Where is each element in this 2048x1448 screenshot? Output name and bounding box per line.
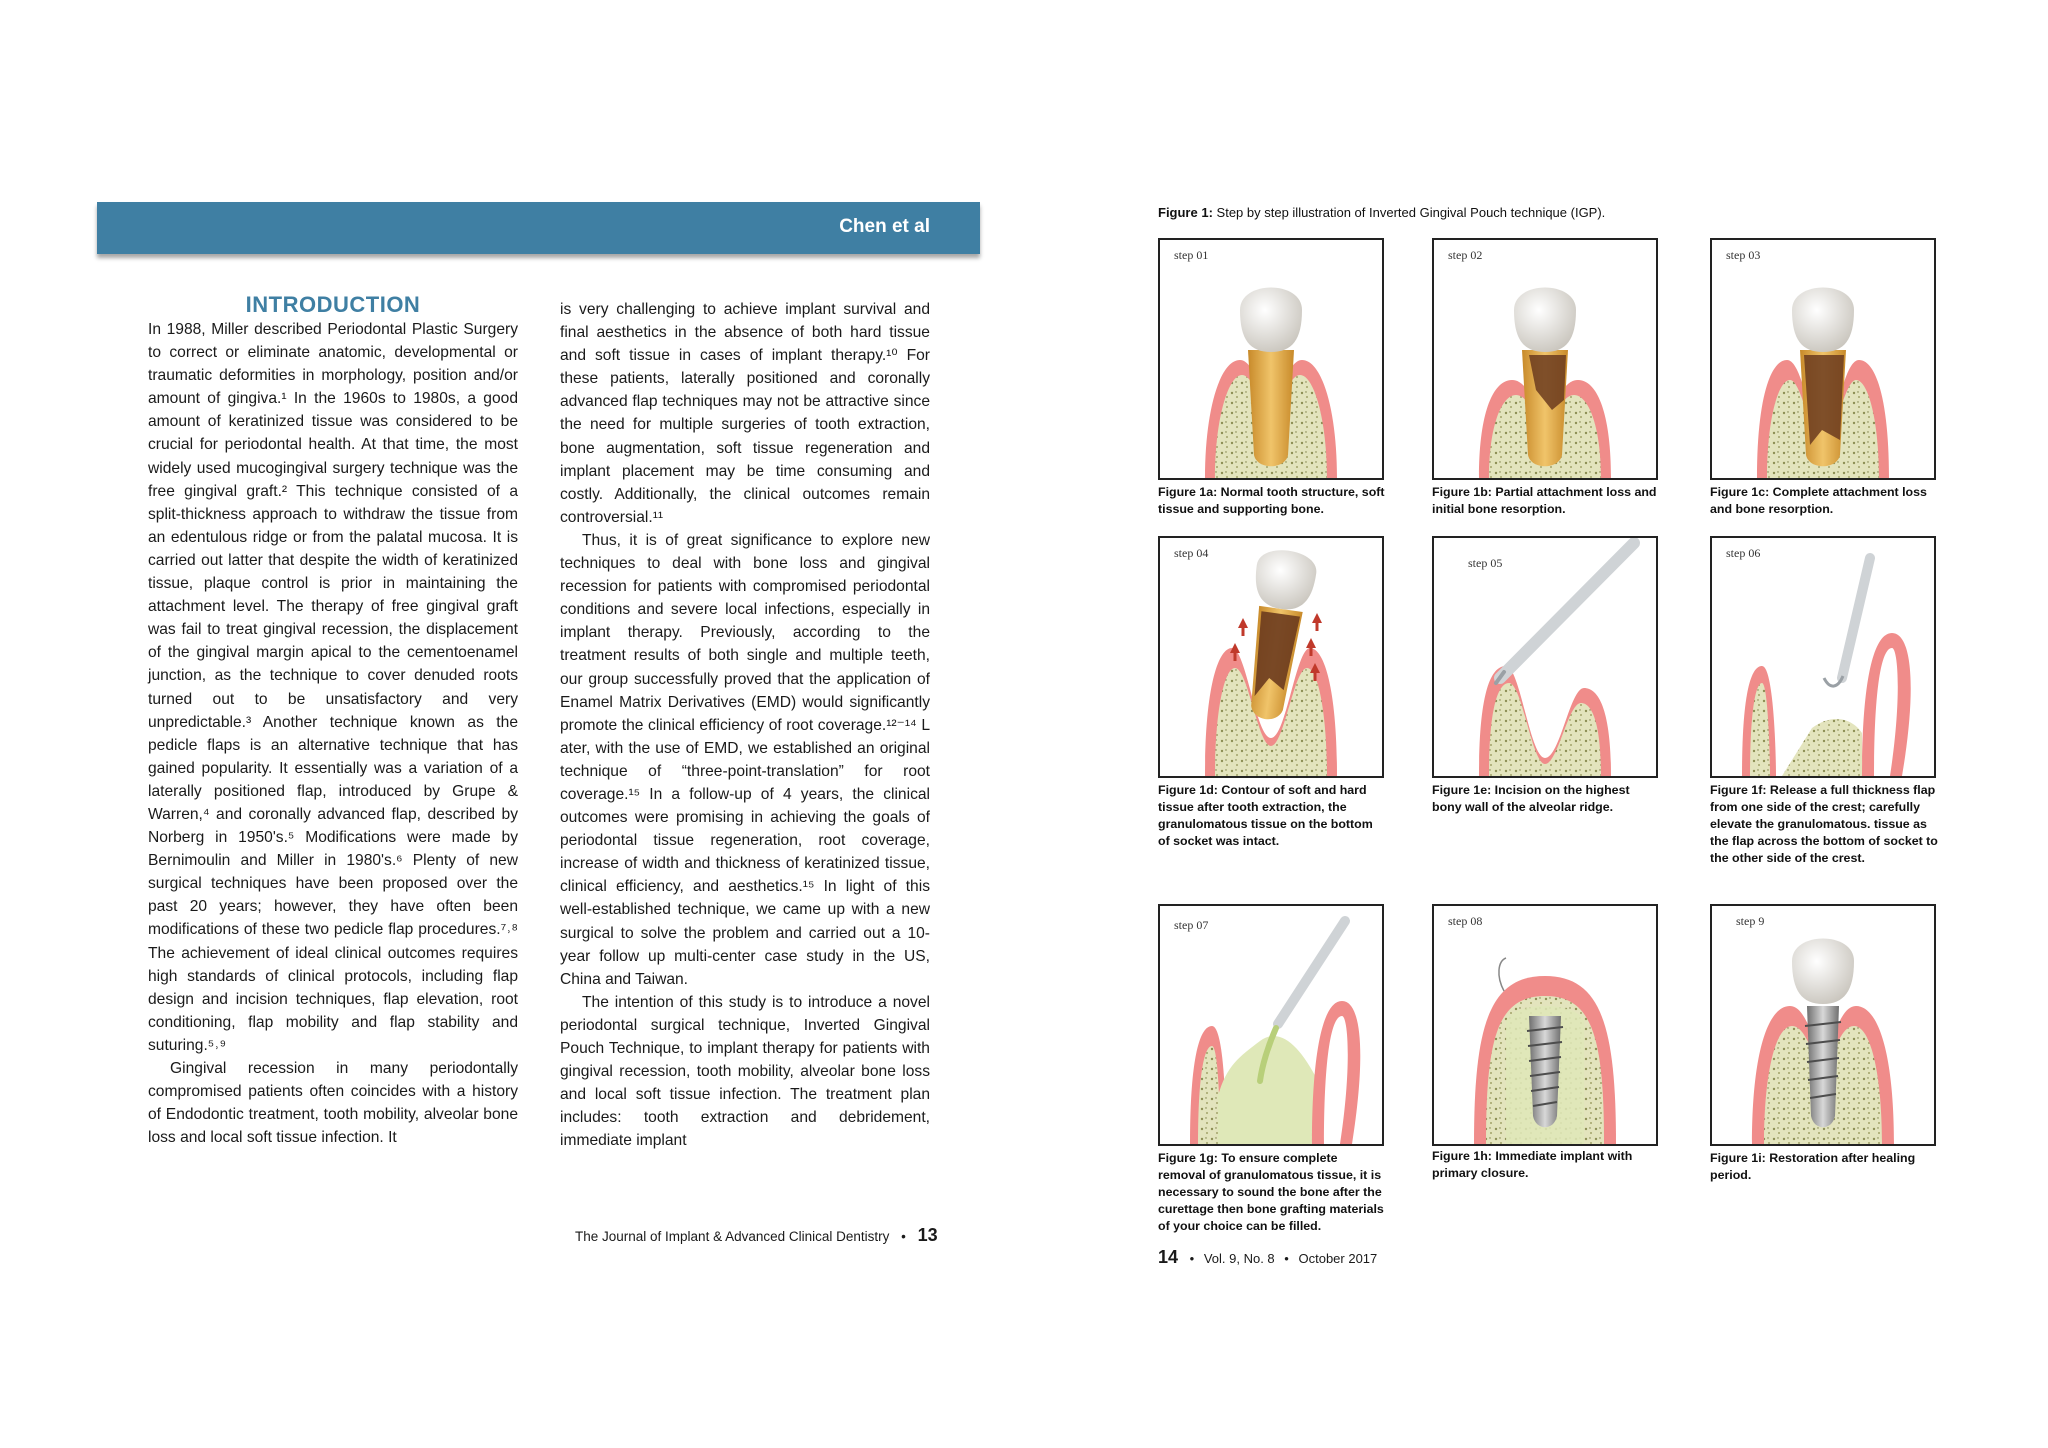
figure-panel-step-07 <box>1158 904 1384 1146</box>
running-header-bar <box>97 202 980 254</box>
step-label: step 9 <box>1736 914 1765 928</box>
tooth-illustration <box>1712 240 1934 478</box>
figure-panel-step-03 <box>1710 238 1936 480</box>
footer-date: October 2017 <box>1298 1251 1378 1266</box>
figure-title-text: Step by step illustration of Inverted Gingival Pouch technique (IGP). <box>1216 205 1606 220</box>
step-label: step 02 <box>1448 248 1483 262</box>
caption-text: Incision on the highest bony wall of the alveolar ridge. <box>1432 783 1630 814</box>
paragraph: Gingival recession in many periodontally compromised patients often coincides with a history of Endodontic treatment, tooth mobility, alveolar bone loss and local soft tissue infection. It <box>148 1060 518 1147</box>
page-footer-right <box>1158 1247 1377 1268</box>
figure-caption <box>1432 484 1660 518</box>
footer-bullet: • <box>1284 1251 1289 1266</box>
running-header-author: Chen et al <box>839 216 930 237</box>
caption-text: To ensure complete removal of granulomatous tissue, it is necessary to sound the bone after the curettage then bone grafting materials of your choice can be filled. <box>1158 1151 1384 1233</box>
figure-panel-step-06 <box>1710 536 1936 778</box>
caption-label: Figure 1h: <box>1432 1149 1492 1163</box>
figure-title-label: Figure 1: <box>1158 205 1213 220</box>
step-label: step 04 <box>1174 546 1209 560</box>
figure-caption <box>1158 782 1386 850</box>
step-label: step 03 <box>1726 248 1761 262</box>
figure-caption <box>1432 782 1660 816</box>
figure-caption <box>1158 484 1386 518</box>
page-footer-left <box>575 1225 938 1246</box>
paragraph: In 1988, Miller described Periodontal Plastic Surgery to correct or eliminate anatomic, developmental or traumatic deformities in morphology, position and/or amount of gingiva.¹ In the 1960s to 1980s, a good amount of keratinized tissue was considered to be crucial for periodontal health. At that time, the most widely used mucogingival surgery technique was the free gingival graft.² This technique consisted of a split-thickness approach to withdraw the tissue from an edentulous ridge or from the palatal mucosa. It is carried out latter that despite the width of keratinized tissue, plaque control is prior in maintaining the attachment level. The therapy of free gingival graft was fail to treat gingival recession, the displacement of the gingival margin apical to the cementoenamel junction, as the technique to cover denuded roots turned out to be unsatisfactory and very unpredictable.³ Another technique known as the pedicle flaps is an alternative technique that has gained popularity. It essentially was a variation of a laterally positioned flap, introduced by Grupe & Warren,⁴ and coronally advanced flap, described by Norberg in 1950's.⁵ Modifications were made by Bernimoulin and Miller in 1980's.⁶ Plenty of new surgical techniques have been proposed over the past 20 years; however, they have often been modifications of these two pedicle flap procedures.⁷˒⁸ The achievement of ideal clinical outcomes requires high standards of clinical protocols, including flap design and incision techniques, flap elevation, root conditioning, flap mobility and flap stability and suturing.⁵˒⁹ <box>148 321 518 1054</box>
footer-journal-name: The Journal of Implant & Advanced Clinical Dentistry <box>575 1229 890 1244</box>
caption-label: Figure 1i: <box>1710 1151 1766 1165</box>
caption-label: Figure 1f: <box>1710 783 1767 797</box>
step-label: step 05 <box>1468 556 1503 570</box>
tooth-extraction-illustration <box>1160 538 1382 776</box>
figure-caption <box>1710 484 1938 518</box>
footer-bullet: • <box>901 1229 906 1244</box>
step-label: step 08 <box>1448 914 1483 928</box>
footer-bullet: • <box>1189 1251 1195 1266</box>
paragraph: is very challenging to achieve implant survival and final aesthetics in the absence of both hard tissue and soft tissue in cases of implant therapy.¹⁰ For these patients, laterally positioned and coronally advanced flap techniques may not be attractive since the need for multiple surgeries of tooth extraction, bone augmentation, soft tissue regeneration and implant placement may be time consuming and costly. Additionally, the clinical outcomes remain controversial.¹¹ <box>560 301 930 526</box>
figure-caption <box>1432 1148 1660 1182</box>
incision-illustration <box>1434 538 1656 776</box>
caption-label: Figure 1d: <box>1158 783 1218 797</box>
caption-text: Release a full thickness flap from one side of the crest; carefully elevate the granulomatous. tissue as the flap across the bottom of socket to the other side of the crest. <box>1710 783 1938 865</box>
figure-caption <box>1710 1150 1938 1184</box>
page-number: 13 <box>917 1225 938 1245</box>
text-column-2 <box>560 298 930 1152</box>
text-column-1 <box>148 318 518 1149</box>
tooth-illustration <box>1160 240 1382 478</box>
figure-panel-step-05 <box>1432 536 1658 778</box>
caption-label: Figure 1c: <box>1710 485 1770 499</box>
restoration-illustration <box>1712 906 1934 1144</box>
bone-graft-illustration <box>1160 906 1382 1144</box>
caption-text: Normal tooth structure, soft tissue and supporting bone. <box>1158 485 1385 516</box>
figure-title <box>1158 205 1605 220</box>
figure-panel-step-04 <box>1158 536 1384 778</box>
caption-text: Contour of soft and hard tissue after tooth extraction, the granulomatous tissue on the bottom of socket was intact. <box>1158 783 1373 848</box>
caption-label: Figure 1g: <box>1158 1151 1218 1165</box>
step-label: step 07 <box>1174 918 1209 932</box>
caption-label: Figure 1a: <box>1158 485 1218 499</box>
section-heading: INTRODUCTION <box>245 292 421 317</box>
paragraph: The intention of this study is to introduce a novel periodontal surgical technique, Inverted Gingival Pouch Technique, to implant therapy for patients with gingival recession, tooth mobility, alveolar bone loss and local soft tissue infection. The treatment plan includes: tooth extraction and debridement, immediate implant <box>560 993 930 1150</box>
implant-closure-illustration <box>1434 906 1656 1144</box>
caption-label: Figure 1e: <box>1432 783 1492 797</box>
figure-panel-step-02 <box>1432 238 1658 480</box>
flap-release-illustration <box>1712 538 1934 776</box>
figure-caption <box>1710 782 1938 867</box>
page-number: 14 <box>1158 1247 1179 1267</box>
figure-panel-step-09 <box>1710 904 1936 1146</box>
step-label: step 06 <box>1726 546 1761 560</box>
caption-text: Partial attachment loss and initial bone resorption. <box>1432 485 1657 516</box>
caption-text: Immediate implant with primary closure. <box>1432 1149 1633 1180</box>
caption-text: Complete attachment loss and bone resorption. <box>1710 485 1927 516</box>
tooth-illustration <box>1434 240 1656 478</box>
step-label: step 01 <box>1174 248 1209 262</box>
footer-volume: Vol. 9, No. 8 <box>1203 1251 1275 1266</box>
caption-label: Figure 1b: <box>1432 485 1492 499</box>
figure-panel-step-01 <box>1158 238 1384 480</box>
figure-panel-step-08 <box>1432 904 1658 1146</box>
caption-text: Restoration after healing period. <box>1710 1151 1916 1182</box>
paragraph: Thus, it is of great significance to explore new techniques to deal with bone loss and gingival recession for patients with compromised periodontal conditions and severe local infections, especially in implant therapy. Previously, according to the treatment results of both single and multiple teeth, our group successfully proved that the application of Enamel Matrix Derivatives (EMD) would significantly promote the clinical efficiency of root coverage.¹²⁻¹⁴ L ater, with the use of EMD, we established an original technique of “three-point-translation” for root coverage.¹⁵ In a follow-up of 4 years, the clinical outcomes were promising in achieving the goals of periodontal tissue regeneration, root coverage, increase of width and thickness of keratinized tissue, clinical efficiency, and aesthetics.¹⁵ In light of this well-established technique, we came up with a new surgical to solve the problem and carried out a 10-year follow up multi-center case study in the US, China and Taiwan. <box>560 531 930 988</box>
figure-caption <box>1158 1150 1386 1235</box>
